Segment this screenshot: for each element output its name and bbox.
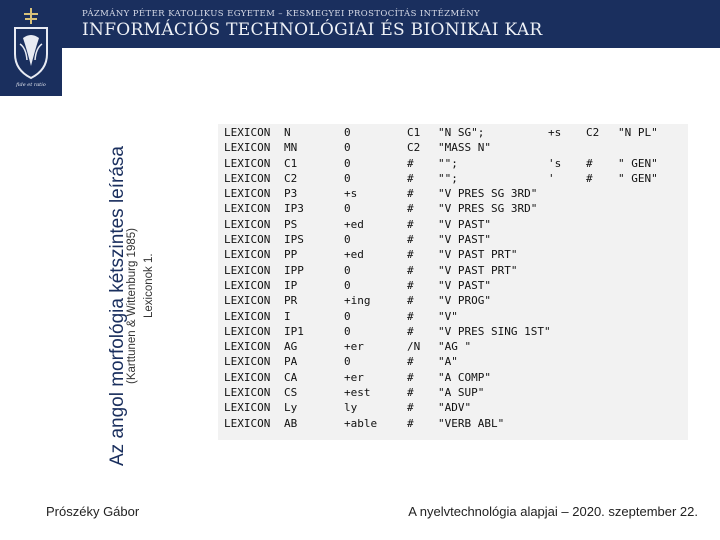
table-row — [218, 338, 688, 353]
table-row — [218, 155, 688, 170]
table-cell: "A COMP" — [438, 370, 491, 384]
table-cell: C1 — [407, 126, 421, 139]
table-row — [218, 415, 688, 430]
table-cell: LEXICON — [224, 355, 271, 369]
table-cell: LEXICON — [224, 309, 271, 323]
table-cell: # — [407, 156, 414, 170]
table-cell: CS — [284, 386, 298, 400]
table-cell: LEXICON — [224, 401, 271, 415]
table-row — [218, 323, 688, 338]
table-cell: "MASS N" — [438, 141, 491, 155]
table-cell: AG — [284, 340, 298, 354]
table-cell: C2 — [407, 141, 421, 155]
table-cell: "V" — [438, 309, 458, 323]
table-row — [218, 124, 688, 139]
table-cell: 0 — [344, 324, 351, 338]
table-cell: LEXICON — [224, 217, 271, 231]
table-cell: " GEN" — [618, 171, 658, 185]
table-cell: # — [407, 217, 414, 231]
table-cell: LEXICON — [224, 126, 271, 139]
table-cell: "V PAST" — [438, 217, 491, 231]
table-cell: "V PAST" — [438, 233, 491, 247]
table-row — [218, 139, 688, 154]
table-cell: # — [407, 248, 414, 262]
university-name: PÁZMÁNY PÉTER KATOLIKUS EGYETEM – KESMEGYEI PROSTOCÍTÁS INTÉZMÉNY — [82, 9, 481, 19]
table-cell: # — [407, 278, 414, 292]
slide-subtitle: Lexiconok 1. — [143, 253, 155, 318]
table-row — [218, 246, 688, 261]
table-cell: "N SG"; — [438, 126, 485, 139]
table-cell: # — [407, 187, 414, 201]
table-cell: LEXICON — [224, 294, 271, 308]
table-cell: 0 — [344, 233, 351, 247]
table-row — [218, 369, 688, 384]
table-cell: +er — [344, 370, 364, 384]
header-banner — [0, 0, 720, 96]
table-cell: # — [407, 386, 414, 400]
table-cell: 0 — [344, 156, 351, 170]
table-cell: "V PRES SING 1ST" — [438, 324, 551, 338]
table-cell: LEXICON — [224, 278, 271, 292]
table-cell: P3 — [284, 187, 298, 201]
table-row — [218, 292, 688, 307]
table-cell: # — [407, 416, 414, 430]
footer-course: A nyelvtechnológia alapjai – 2020. szeptember 22. — [408, 504, 698, 519]
logo-motto: fide et ratio — [16, 82, 46, 88]
table-cell: "ADV" — [438, 401, 472, 415]
table-cell: # — [407, 202, 414, 216]
table-cell: IPS — [284, 233, 304, 247]
table-cell: ""; — [438, 156, 458, 170]
table-cell: ' — [548, 171, 555, 185]
table-cell: 0 — [344, 355, 351, 369]
table-cell: "A SUP" — [438, 386, 485, 400]
table-cell: LEXICON — [224, 386, 271, 400]
faculty-name: INFORMÁCIÓS TECHNOLÓGIAI ÉS BIONIKAI KAR — [82, 20, 543, 40]
table-cell: LEXICON — [224, 202, 271, 216]
table-cell: +able — [344, 416, 378, 430]
table-cell: 's — [548, 156, 562, 170]
table-cell: LEXICON — [224, 248, 271, 262]
table-cell: IP1 — [284, 324, 304, 338]
table-cell: Ly — [284, 401, 298, 415]
table-cell: /N — [407, 340, 421, 354]
table-cell: # — [407, 171, 414, 185]
table-cell: " GEN" — [618, 156, 658, 170]
table-cell: # — [407, 370, 414, 384]
table-cell: PA — [284, 355, 298, 369]
table-cell: C1 — [284, 156, 298, 170]
table-cell: +s — [548, 126, 562, 139]
table-cell: IP — [284, 278, 298, 292]
table-cell: # — [407, 309, 414, 323]
table-cell: # — [586, 171, 593, 185]
table-cell: LEXICON — [224, 416, 271, 430]
table-cell: LEXICON — [224, 233, 271, 247]
table-cell: # — [407, 233, 414, 247]
table-cell: LEXICON — [224, 156, 271, 170]
table-cell: IPP — [284, 263, 304, 277]
table-cell: "V PRES SG 3RD" — [438, 187, 538, 201]
table-cell: I — [284, 309, 291, 323]
table-cell: 0 — [344, 141, 351, 155]
table-cell: 0 — [344, 126, 351, 139]
table-cell: "AG " — [438, 340, 472, 354]
table-cell: "V PROG" — [438, 294, 491, 308]
table-cell: 0 — [344, 202, 351, 216]
table-row — [218, 185, 688, 200]
table-cell: "V PRES SG 3RD" — [438, 202, 538, 216]
table-cell: LEXICON — [224, 340, 271, 354]
slide-citation: (Karttunen & Wittenburg 1985) — [126, 228, 138, 384]
table-row — [218, 216, 688, 231]
table-cell: # — [407, 324, 414, 338]
table-cell: C2 — [284, 171, 298, 185]
table-cell: +est — [344, 386, 371, 400]
table-cell: +ing — [344, 294, 371, 308]
table-cell: LEXICON — [224, 141, 271, 155]
table-cell: LEXICON — [224, 171, 271, 185]
lexicon-table — [218, 124, 688, 440]
table-row — [218, 399, 688, 414]
slide-title: Az angol morfológia kétszintes leírása — [107, 146, 128, 466]
table-cell: ly — [344, 401, 358, 415]
table-row — [218, 353, 688, 368]
table-cell: LEXICON — [224, 370, 271, 384]
table-row — [218, 384, 688, 399]
table-cell: # — [407, 263, 414, 277]
table-cell: +ed — [344, 248, 364, 262]
table-cell: 0 — [344, 278, 351, 292]
table-cell: PS — [284, 217, 298, 231]
table-cell: "V PAST" — [438, 278, 491, 292]
table-cell: # — [407, 294, 414, 308]
table-cell: AB — [284, 416, 298, 430]
table-cell: # — [407, 401, 414, 415]
table-cell: "V PAST PRT" — [438, 263, 518, 277]
table-cell: MN — [284, 141, 298, 155]
table-cell: "V PAST PRT" — [438, 248, 518, 262]
table-cell: PP — [284, 248, 298, 262]
table-cell: LEXICON — [224, 263, 271, 277]
table-cell: PR — [284, 294, 298, 308]
table-row — [218, 308, 688, 323]
table-cell: C2 — [586, 126, 600, 139]
footer-author: Prószéky Gábor — [46, 504, 140, 519]
table-cell: # — [407, 355, 414, 369]
table-cell: 0 — [344, 309, 351, 323]
table-cell: +ed — [344, 217, 364, 231]
table-cell: +er — [344, 340, 364, 354]
table-cell: 0 — [344, 171, 351, 185]
table-cell: 0 — [344, 263, 351, 277]
table-cell: LEXICON — [224, 187, 271, 201]
table-cell: IP3 — [284, 202, 304, 216]
university-crest-icon — [6, 4, 56, 82]
table-cell: "A" — [438, 355, 458, 369]
table-cell: +s — [344, 187, 358, 201]
table-cell: ""; — [438, 171, 458, 185]
table-row — [218, 170, 688, 185]
table-row — [218, 200, 688, 215]
header-band — [62, 0, 720, 48]
table-cell: CA — [284, 370, 298, 384]
table-row — [218, 262, 688, 277]
table-cell: LEXICON — [224, 324, 271, 338]
table-row — [218, 277, 688, 292]
table-cell: "N PL" — [618, 126, 658, 139]
table-cell: # — [586, 156, 593, 170]
table-cell: N — [284, 126, 291, 139]
university-logo — [0, 0, 62, 96]
table-cell: "VERB ABL" — [438, 416, 505, 430]
table-row — [218, 231, 688, 246]
